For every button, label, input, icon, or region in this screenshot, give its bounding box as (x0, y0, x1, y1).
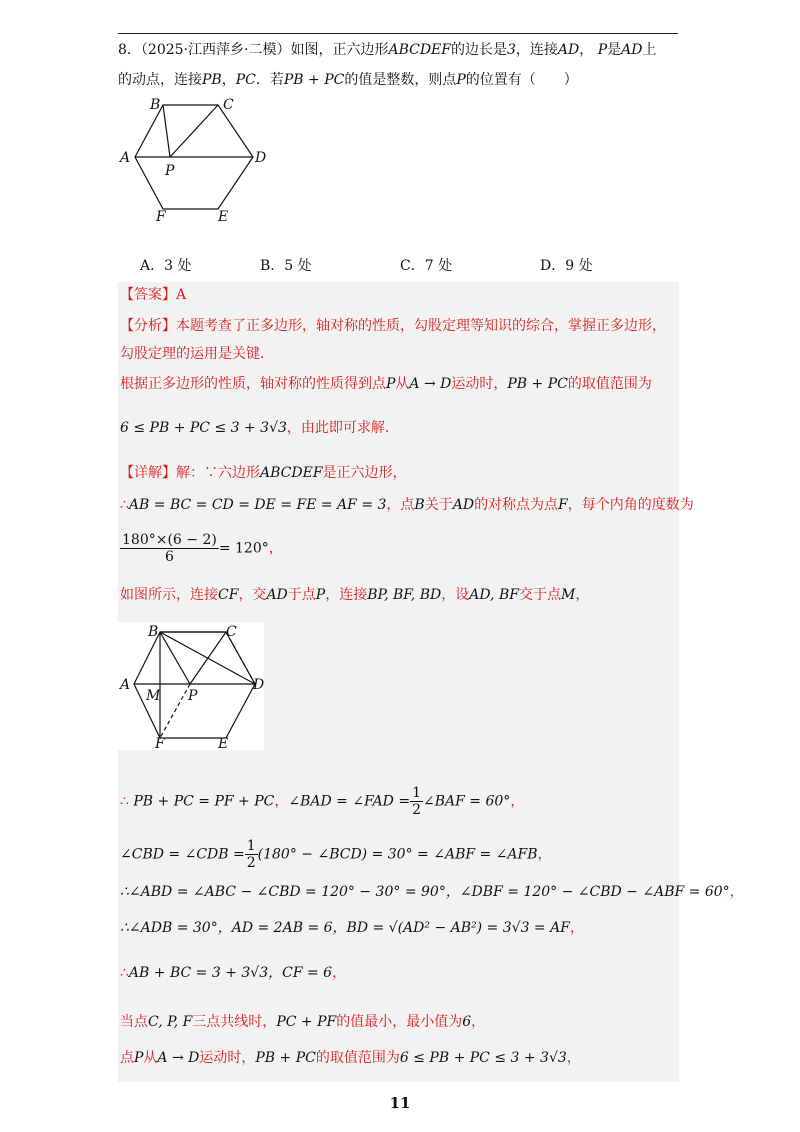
detail-line-3: $\frac{180^\circ\times(6 - 2)}{6}$ = 120°， (122, 532, 283, 565)
label-F: F (156, 209, 166, 225)
analysis-line-3: 根据正多边形的性质，轴对称的性质得到点P从A → D运动时，PB + PC的取值范围为 (120, 376, 652, 392)
option-b[interactable]: B．5 处 (260, 258, 312, 274)
label-B-2: B (148, 624, 159, 640)
detail-line-2: ∴AB = BC = CD = DE = FE = AF = 3，点B关于AD的对称点为点F，每个内角的度数为 (120, 497, 694, 513)
label-D-2: D (253, 677, 264, 693)
segment-PB (163, 105, 170, 157)
detail-line-1: 【详解】解：∵六边形ABCDEF是正六边形， (120, 465, 407, 481)
options-row (140, 255, 660, 275)
analysis-line-1: 【分析】本题考查了正多边形，轴对称的性质，勾股定理等知识的综合，掌握正多边形， (120, 318, 666, 334)
question-line-1: 8．（2025·江西萍乡·二模）如图，正六边形ABCDEF的边长是3，连接AD， P是AD上 (118, 42, 657, 58)
analysis-line-4: 6 ≤ PB + PC ≤ 3 + 3√3，由此即可求解． (120, 420, 399, 436)
detail-line-9: ∴AB + BC = 3 + 3√3，CF = 6， (120, 965, 347, 981)
label-B: B (150, 97, 161, 113)
detail-line-4: 如图所示，连接CF，交AD于点P，连接BP, BF, BD，设AD, BF交于点M， (120, 587, 590, 603)
hexagon-outline-2 (134, 632, 255, 738)
option-a[interactable]: A．3 处 (140, 258, 192, 274)
label-A-2: A (120, 677, 131, 693)
detail-line-7: ∴∠ABD = ∠ABC − ∠CBD = 120° − 30° = 90°，∠DBF = 120° − ∠CBD − ∠ABF = 60°， (120, 884, 744, 900)
detail-line-10: 当点C, P, F三点共线时，PC + PF的值最小，最小值为6， (120, 1014, 486, 1030)
segment-PF-dashed (160, 684, 190, 738)
label-A: A (120, 150, 131, 166)
label-P: P (165, 163, 175, 179)
fraction-half: $\frac{1}{2}$ (412, 785, 422, 818)
answer-line: 【答案】A (120, 287, 187, 303)
hexagon-figure-1 (118, 95, 278, 225)
detail-line-6: ∠CBD = ∠CDB = $\frac{1}{2}$ (180° − ∠BCD) = 30° = ∠ABF = ∠AFB， (120, 838, 552, 871)
label-E-2: E (218, 736, 229, 750)
detail-line-11: 点P从A → D运动时，PB + PC的取值范围为6 ≤ PB + PC ≤ 3 + 3√3， (120, 1050, 581, 1066)
label-C: C (223, 97, 234, 113)
question-line-2: 的动点，连接PB，PC．若PB + PC的值是整数，则点P的位置有（ ） (118, 72, 578, 88)
label-M-2: M (146, 688, 161, 704)
label-D: D (255, 150, 267, 166)
hexagon-figure-2 (118, 622, 264, 750)
option-d[interactable]: D．9 处 (540, 258, 593, 274)
label-F-2: F (155, 736, 165, 750)
label-P-2: P (188, 688, 198, 704)
option-c[interactable]: C．7 处 (400, 258, 453, 274)
label-E: E (218, 209, 229, 225)
fraction-angle: $\frac{180^\circ\times(6 - 2)}{6}$ (122, 532, 217, 565)
segment-PC (170, 105, 218, 157)
label-C-2: C (226, 624, 237, 640)
detail-line-8: ∴∠ADB = 30°，AD = 2AB = 6，BD = √(AD² − AB²) = 3√3 = AF， (120, 920, 584, 936)
detail-line-5: ∴ PB + PC = PF + PC，∠BAD = ∠FAD = $\frac{1}{2}$ ∠BAF = 60°， (120, 785, 525, 818)
analysis-line-2: 勾股定理的运用是关键． (120, 346, 274, 362)
page-number: 11 (389, 1094, 411, 1112)
fraction-half-2: $\frac{1}{2}$ (246, 838, 256, 871)
top-rule (118, 33, 678, 34)
